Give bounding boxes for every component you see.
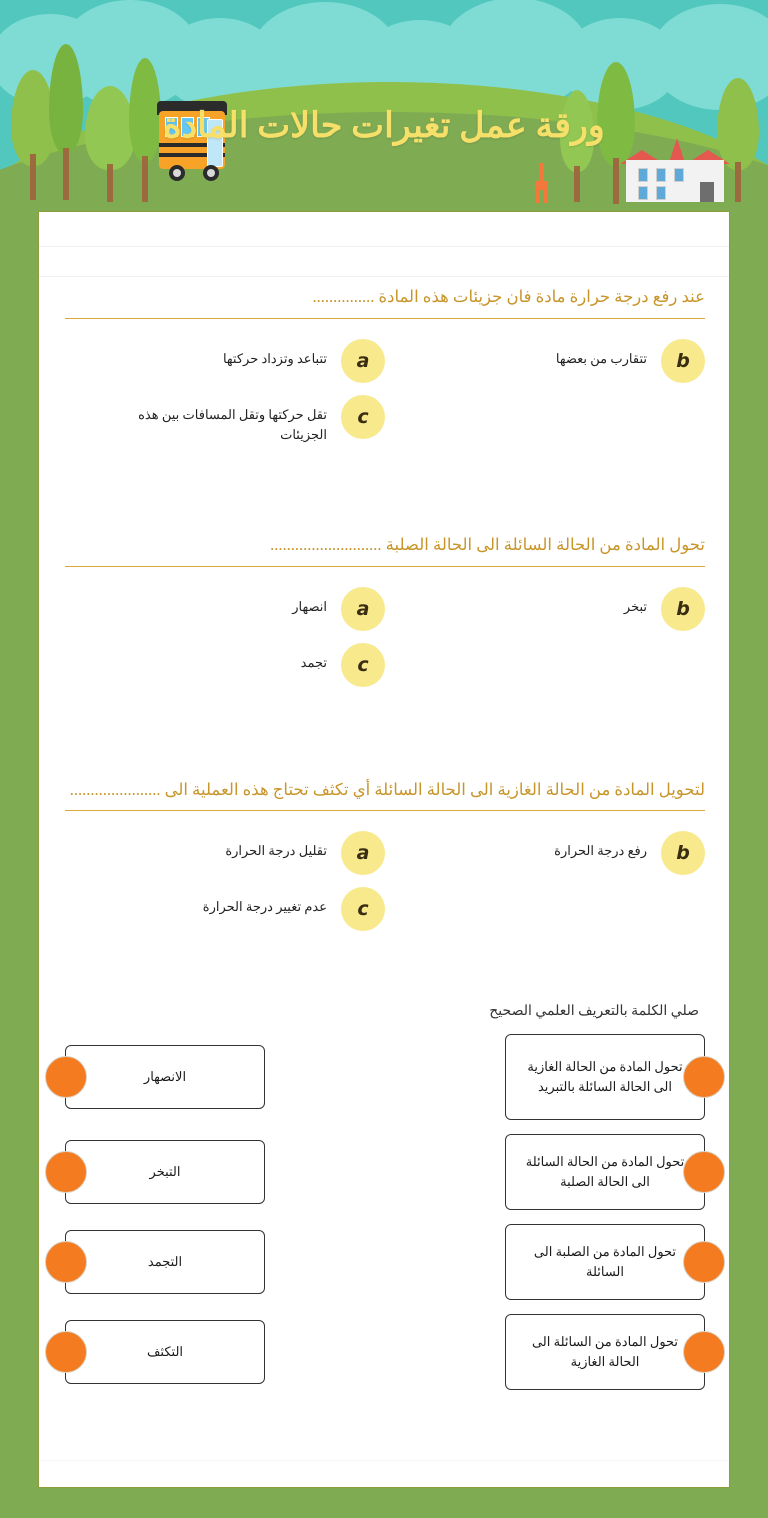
options-list <box>65 339 705 447</box>
option-label: تقل حركتها وتقل المسافات بين هذه الجزيئات <box>138 406 327 443</box>
matching-row <box>65 1314 705 1390</box>
definition-text: تحول المادة من الحالة السائلة الى الحالة الصلبة <box>525 1154 685 1190</box>
definition-text: تحول المادة من الحالة الغازية الى الحالة السائلة بالتبريد <box>527 1059 683 1095</box>
question-divider <box>65 566 705 567</box>
connector-dot[interactable] <box>45 1241 87 1283</box>
option-b[interactable] <box>385 339 705 383</box>
matching-word-box[interactable] <box>65 1320 265 1384</box>
option-a[interactable] <box>65 587 385 631</box>
question-block-3 <box>39 777 730 932</box>
option-label: عدم تغيير درجة الحرارة <box>202 899 327 915</box>
matching-word-box[interactable] <box>65 1045 265 1109</box>
giraffe-icon <box>533 163 551 203</box>
option-c[interactable] <box>65 395 385 447</box>
connector-dot[interactable] <box>683 1241 725 1283</box>
word-text: التجمد <box>147 1254 183 1270</box>
matching-definition-box[interactable] <box>505 1314 705 1390</box>
connector-dot[interactable] <box>45 1331 87 1373</box>
option-label: تتباعد وتزداد حركتها <box>222 350 327 366</box>
matching-row <box>65 1134 705 1210</box>
worksheet-card <box>38 211 730 1488</box>
matching-instruction: صلي الكلمة بالتعريف العلمي الصحيح <box>489 1004 699 1020</box>
connector-dot[interactable] <box>683 1056 725 1098</box>
option-label: تقليل درجة الحرارة <box>225 843 327 859</box>
connector-dot[interactable] <box>683 1151 725 1193</box>
question-text: لتحويل المادة من الحالة الغازية الى الحالة السائلة أي تكثف تحتاج هذه العملية الى ...................... <box>69 779 705 799</box>
option-label: تبخر <box>623 598 647 614</box>
option-row <box>65 339 705 383</box>
matching-word-box[interactable] <box>65 1140 265 1204</box>
matching-word-box[interactable] <box>65 1230 265 1294</box>
option-badge: a <box>341 339 385 383</box>
option-row <box>65 587 705 631</box>
matching-definition-box[interactable] <box>505 1134 705 1210</box>
question-text: تحول المادة من الحالة السائلة الى الحالة الصلبة ........................... <box>270 535 705 555</box>
matching-definition-box[interactable] <box>505 1224 705 1300</box>
option-a[interactable] <box>65 831 385 875</box>
option-label: تتقارب من بعضها <box>555 350 647 366</box>
card-divider <box>39 276 730 277</box>
option-spacer <box>385 643 705 687</box>
option-b[interactable] <box>385 587 705 631</box>
option-badge: b <box>661 587 705 631</box>
cloud-decoration <box>0 0 768 94</box>
option-row <box>65 643 705 687</box>
question-divider <box>65 810 705 811</box>
option-badge: b <box>661 831 705 875</box>
question-block-2 <box>39 532 730 687</box>
option-badge: a <box>341 587 385 631</box>
question-divider <box>65 318 705 319</box>
section-spacer <box>39 721 730 777</box>
question-text: عند رفع درجة حرارة مادة فان جزيئات هذه المادة ............... <box>312 287 705 306</box>
card-divider <box>39 1460 730 1461</box>
option-spacer <box>385 887 705 931</box>
word-text: الانصهار <box>143 1069 187 1085</box>
worksheet-content <box>39 284 730 1404</box>
option-badge: c <box>341 887 385 931</box>
option-badge: a <box>341 831 385 875</box>
option-label: تجمد <box>300 654 327 670</box>
option-spacer <box>385 395 705 447</box>
word-text: التكثف <box>146 1344 184 1360</box>
option-badge: b <box>661 339 705 383</box>
matching-row <box>65 1224 705 1300</box>
section-spacer <box>39 480 730 532</box>
school-house-icon <box>620 140 730 202</box>
page-title: ورقة عمل تغيرات حالات المادة <box>163 106 605 145</box>
definition-text: تحول المادة من السائلة الى الحالة الغازية <box>531 1334 679 1370</box>
options-list <box>65 831 705 931</box>
word-text: التبخر <box>149 1164 181 1180</box>
matching-row <box>65 1034 705 1120</box>
header-banner <box>0 0 768 232</box>
connector-dot[interactable] <box>683 1331 725 1373</box>
option-row <box>65 887 705 931</box>
matching-exercise <box>39 1003 730 1390</box>
connector-dot[interactable] <box>45 1151 87 1193</box>
matching-definition-box[interactable] <box>505 1034 705 1120</box>
option-c[interactable] <box>65 887 385 931</box>
definition-text: تحول المادة من الصلبة الى السائلة <box>533 1244 677 1280</box>
option-badge: c <box>341 643 385 687</box>
connector-dot[interactable] <box>45 1056 87 1098</box>
card-divider <box>39 246 730 247</box>
options-list <box>65 587 705 687</box>
option-b[interactable] <box>385 831 705 875</box>
option-label: انصهار <box>292 598 327 614</box>
option-badge: c <box>341 395 385 439</box>
option-row <box>65 395 705 447</box>
question-block-1 <box>39 284 730 446</box>
section-spacer <box>39 965 730 1003</box>
option-a[interactable] <box>65 339 385 383</box>
option-label: رفع درجة الحرارة <box>554 843 647 859</box>
option-c[interactable] <box>65 643 385 687</box>
option-row <box>65 831 705 875</box>
